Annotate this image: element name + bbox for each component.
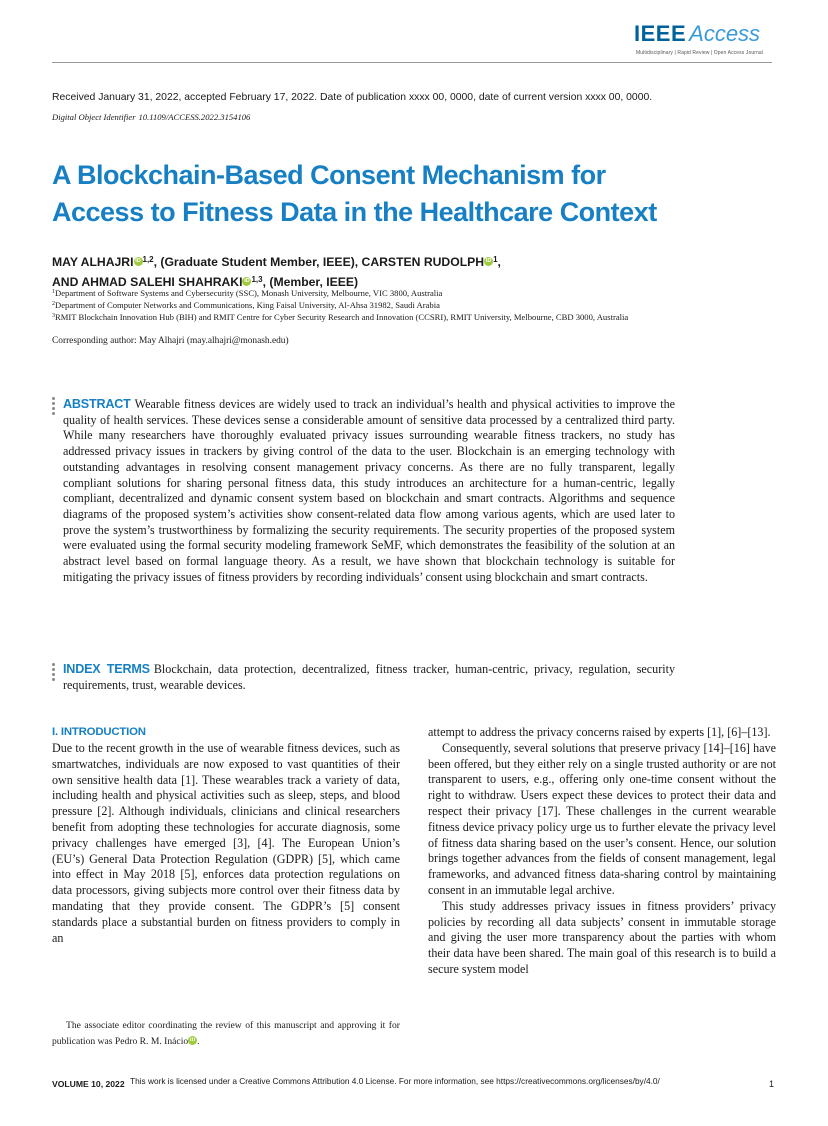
affiliation-text: Department of Computer Networks and Communications, King Faisal University, Al-Ahsa 31982, Saudi Arabia: [55, 300, 440, 311]
section-heading: I. INTRODUCTION: [52, 726, 146, 738]
editor-footnote: The associate editor coordinating the review of this manuscript and approving it for publication was Pedro R. M. Inácio iD .: [52, 1020, 400, 1047]
received-dates: Received January 31, 2022, accepted February 17, 2022. Date of publication xxxx 00, 0000, date of current version xxxx 00, 0000.: [52, 92, 653, 103]
body-paragraph: Consequently, several solutions that preserve privacy [14]–[16] have been offered, but they either rely on a single trusted authority or are not transparent to users, e.g., offering only one-time consent without the right to withdraw. Users expect these devices to protect their data and respect their privacy [17]. These challenges in the current wearable fitness device privacy policy urge us to further elevate the privacy level of fitness data sharing based on the user’s consent. Hence, our solution brings together advances from the fields of consent management, legal frameworks, and advanced fitness data-sharing control by maintaining consent in an immutable legal archive.: [428, 740, 776, 897]
author-name: MAY ALHAJRI: [52, 255, 134, 269]
journal-tagline: Multidisciplinary | Rapid Review | Open Access Journal: [636, 50, 763, 56]
paper-title: [52, 157, 752, 231]
left-column: [52, 725, 400, 946]
abstract-text: Wearable fitness devices are widely used to track an individual’s health and physical activities to improve the quality of health services. These devices sense a considerable amount of sensitive data processed by a centralized third party. While many researchers have thoroughly evaluated privacy issues surrounding wearable fitness trackers, no study has addressed privacy issues in trackers by giving control of the data to the user. Blockchain is an emerging technology with outstanding advantages in resolving consent management privacy concerns. As there are no fully transparent, legally compliant solutions for sharing personal fitness data, this study introduces an architecture for a human-centric, legally compliant, decentralized and dynamic consent system based on blockchain and smart contracts. Algorithms and sequence diagrams of the proposed system’s activities show consent-related data flow among various agents, which are used later to prove the system’s trustworthiness by formalizing the security requirements. The security properties of the proposed system were evaluated using the formal security modeling framework SeMF, which demonstrates the feasibility of the solution at an abstract level based on formal language theory. As a result, we have shown that blockchain technology is suitable for mitigating the privacy issues of fitness providers by recording individuals’ consent using blockchain and smart contracts.: [63, 397, 675, 584]
orcid-icon[interactable]: iD: [244, 278, 250, 284]
doi-value[interactable]: 10.1109/ACCESS.2022.3154106: [138, 112, 251, 122]
author-affil-sup: 1,2: [142, 255, 154, 264]
abstract-label: ABSTRACT: [63, 397, 131, 411]
affiliation-text: RMIT Blockchain Innovation Hub (BIH) and RMIT Centre for Cyber Security Research and Innovation (CCSRI), RMIT University, Melbourne, CBD 3000, Australia: [55, 312, 629, 323]
affiliation-item: [52, 299, 672, 311]
affiliation-item: [52, 311, 672, 323]
abstract: [63, 397, 675, 585]
affiliation-item: [52, 287, 672, 299]
footnote-text: The associate editor coordinating the review of this manuscript and approving it for publication was Pedro R. M. Inácio: [52, 1020, 400, 1047]
page-number: 1: [768, 1079, 774, 1089]
doi-label: Digital Object Identifier: [52, 112, 136, 122]
affiliation-text: Department of Software Systems and Cybersecurity (SSC), Monash University, Melbourne, VIC 3800, Australia: [55, 288, 443, 298]
page-footer: [52, 1076, 774, 1090]
logo-ieee: IEEE: [634, 21, 687, 46]
index-terms-marker-icon: [52, 663, 56, 683]
affiliation-number: 3: [52, 313, 55, 320]
author-affil-sup: 1: [493, 255, 498, 264]
affiliations: [52, 287, 672, 324]
affiliation-number: 2: [52, 301, 55, 308]
orcid-icon[interactable]: iD: [135, 258, 141, 264]
corresponding-author: Corresponding author: May Alhajri (may.alhajri@monash.edu): [52, 336, 289, 346]
license-text[interactable]: This work is licensed under a Creative Commons Attribution 4.0 License. For more information, see https://creativecommons.org/licenses/by/4.0/: [130, 1076, 660, 1086]
author-line-1: [52, 251, 752, 271]
volume-label: VOLUME 10, 2022: [52, 1079, 125, 1089]
right-column: [428, 725, 776, 978]
orcid-icon[interactable]: iD: [189, 1037, 196, 1043]
index-terms-label: INDEX TERMS: [63, 662, 150, 676]
doi-line: [52, 112, 250, 122]
affiliation-number: 1: [52, 289, 55, 295]
author-note: , (Graduate Student Member, IEEE),: [153, 255, 362, 269]
abstract-marker-icon: [52, 397, 56, 417]
title-line-2: Access to Fitness Data in the Healthcare Context: [52, 197, 657, 227]
body-paragraph: Due to the recent growth in the use of wearable fitness devices, such as smartwatches, individuals are now exposed to vast quantities of their own sensitive health data [1]. These wearables track a variety of data, including health and physical activities such as sleep, steps, and blood pressure [2]. Although individuals, clinicians and clinical researchers benefit from adopting these technologies for accurate diagnosis, some privacy challenges have emerged [3], [4]. The European Union’s (EU’s) General Data Protection Regulation (GDPR) [5], which came into effect in May 2018 [5], enforces data protection regulations on data processors, giving subjects more control over their fitness data by mandating that they provide consent. The GDPR’s [5] consent standards place a substantial burden on fitness providers to comply in an: [52, 741, 400, 945]
index-terms: [63, 662, 675, 693]
author-note: , (Member, IEEE): [262, 275, 359, 289]
author-note: ,: [497, 255, 501, 269]
title-line-1: A Blockchain-Based Consent Mechanism for: [52, 160, 606, 190]
author-name: AND AHMAD SALEHI SHAHRAKI: [52, 275, 243, 289]
logo-access: Access: [689, 21, 761, 46]
body-paragraph: This study addresses privacy issues in fitness providers’ privacy policies by recording all data subjects’ consent in immutable storage and giving the user more transparency about the parties with whom their data have been shared. The main goal of this research is to build a secure system model: [428, 898, 776, 976]
author-affil-sup: 1,3: [251, 275, 263, 284]
header-divider: [52, 62, 772, 63]
author-list: [52, 251, 752, 291]
author-name: CARSTEN RUDOLPH: [361, 255, 485, 269]
journal-logo: [634, 22, 760, 46]
index-terms-text: Blockchain, data protection, decentralized, fitness tracker, human-centric, privacy, regulation, security requirements, trust, wearable devices.: [63, 662, 675, 692]
orcid-icon[interactable]: iD: [485, 258, 492, 264]
body-paragraph: attempt to address the privacy concerns raised by experts [1], [6]–[13].: [428, 725, 771, 739]
